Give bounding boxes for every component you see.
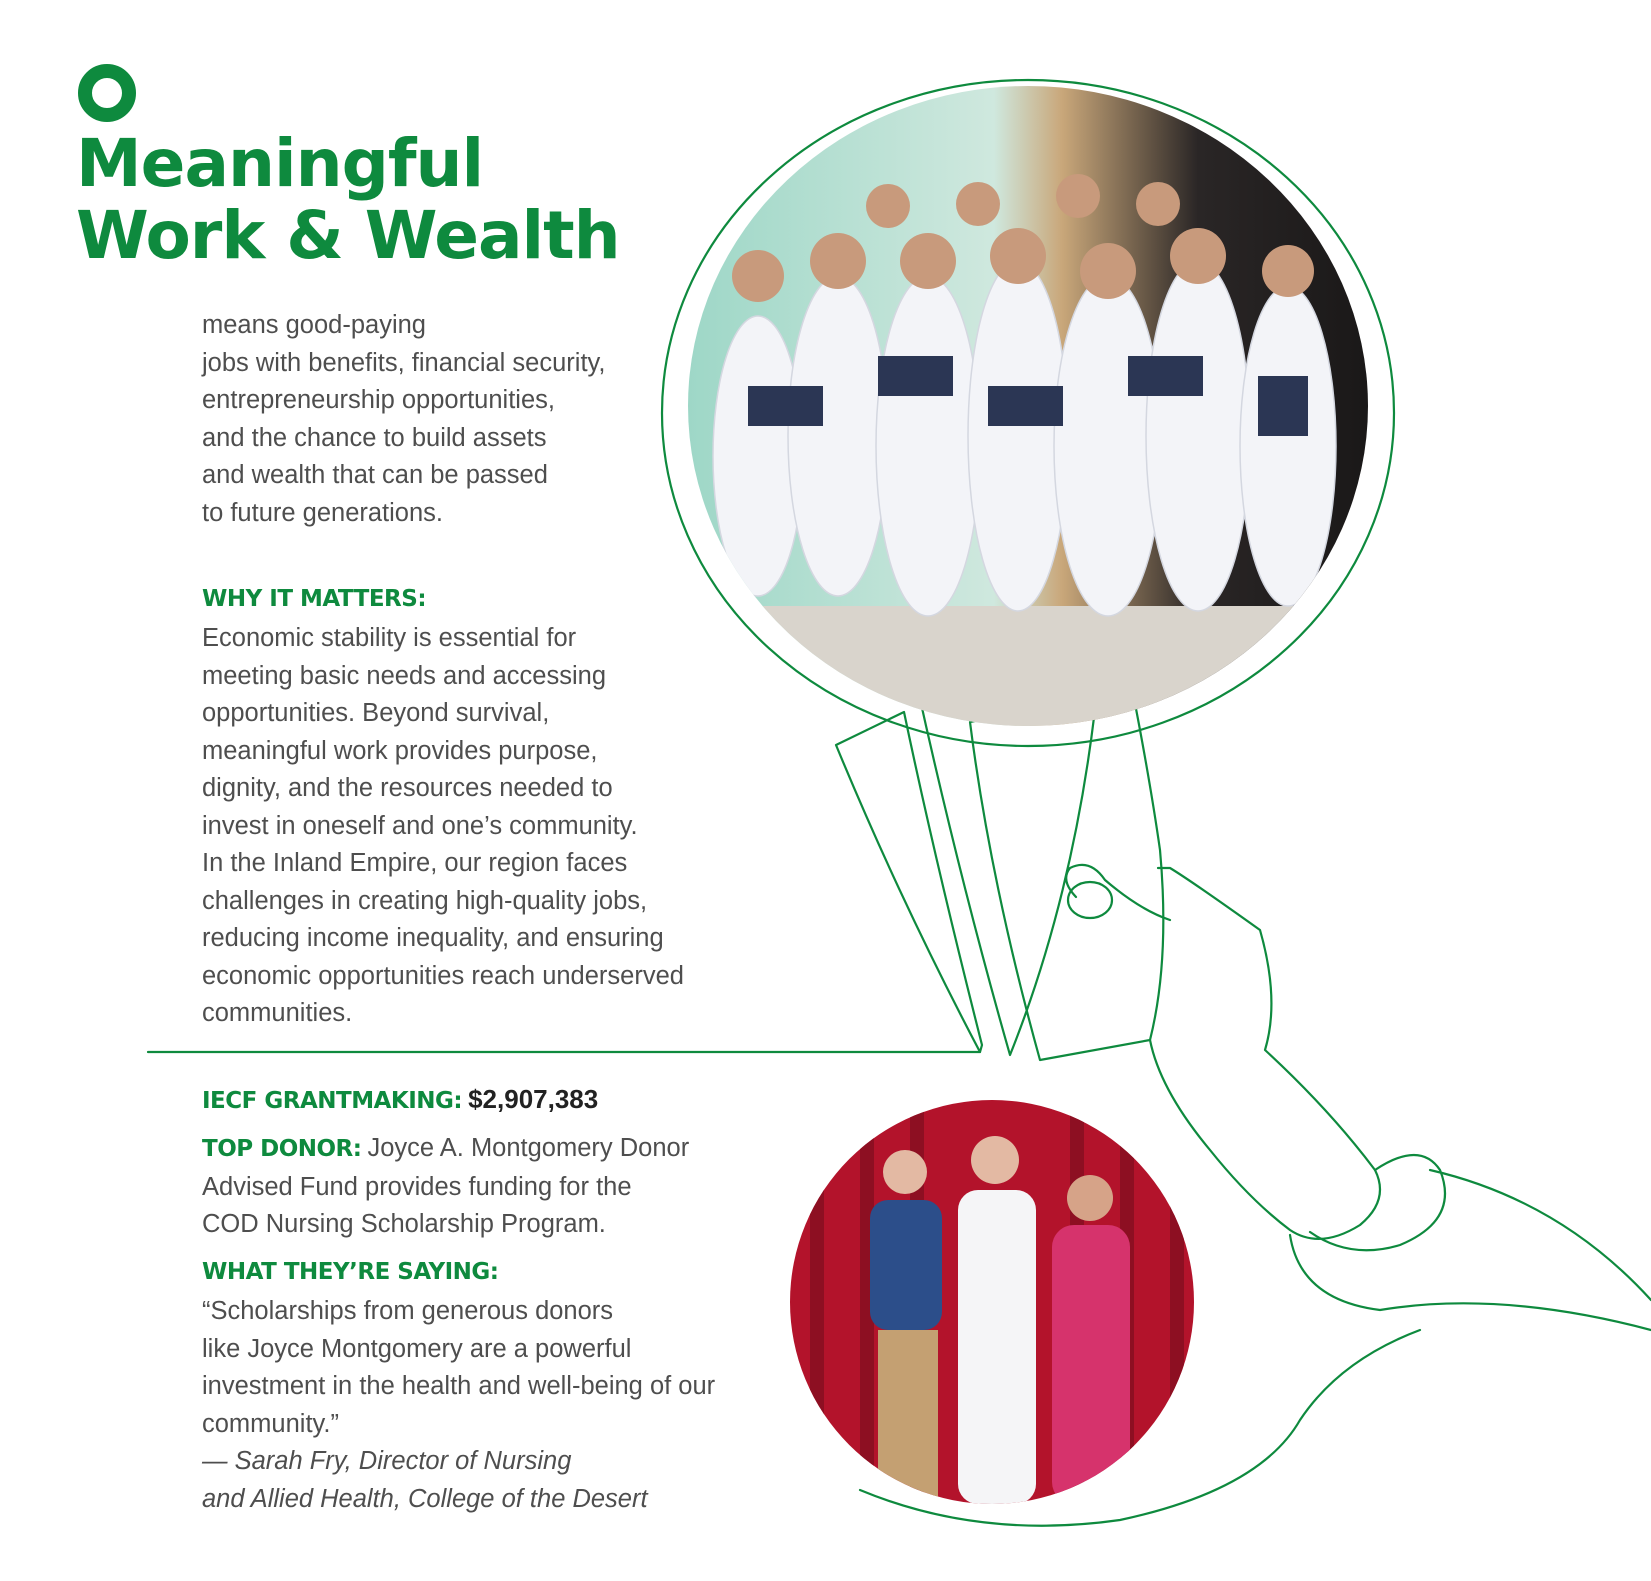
title-line-2: Work & Wealth [76, 197, 620, 274]
grantmaking-amount: $2,907,383 [468, 1084, 599, 1114]
body-line: communities. [202, 999, 353, 1027]
why-it-matters-body [202, 620, 762, 1033]
body-line: invest in oneself and one’s community. [202, 811, 638, 840]
intro-line: and wealth that can be passed [202, 461, 548, 489]
grantmaking-line [202, 1084, 598, 1115]
attribution: and Allied Health, College of the Desert [202, 1484, 648, 1513]
body-line: meeting basic needs and accessing [202, 661, 607, 690]
what-theyre-saying-heading: WHAT THEY’RE SAYING: [202, 1259, 499, 1285]
body-line: In the Inland Empire, our region faces [202, 849, 628, 877]
quote-line: “Scholarships from generous donors [202, 1297, 614, 1325]
quote-end: community.” [202, 1409, 339, 1438]
top-donor-paragraph [202, 1130, 762, 1244]
body-line: meaningful work provides purpose, [202, 736, 598, 765]
body-line: opportunities. Beyond survival, [202, 699, 550, 727]
quote-line: investment in the health and well-being of our [202, 1372, 716, 1400]
donor-line: COD Nursing Scholarship Program. [202, 1210, 606, 1238]
attribution: — Sarah Fry, Director of Nursing [202, 1447, 572, 1475]
donor-line: Joyce A. Montgomery Donor [367, 1134, 690, 1162]
intro-line: to future generations. [202, 498, 443, 527]
grantmaking-label: IECF GRANTMAKING: [202, 1088, 463, 1114]
section-bullet-icon [78, 64, 136, 122]
body-line: Economic stability is essential for [202, 624, 577, 652]
title-line-1: Meaningful [76, 125, 484, 202]
why-it-matters-heading: WHY IT MATTERS: [202, 586, 427, 612]
intro-line: jobs with benefits, financial security, [202, 348, 606, 377]
top-donor-label: TOP DONOR: [202, 1136, 362, 1162]
body-line: reducing income inequality, and ensuring [202, 924, 664, 952]
intro-paragraph [202, 307, 762, 532]
intro-line: and the chance to build assets [202, 423, 547, 452]
intro-line: entrepreneurship opportunities, [202, 386, 555, 414]
body-line: dignity, and the resources needed to [202, 774, 613, 802]
stage-ceremony-photo [790, 1100, 1194, 1504]
body-line: challenges in creating high-quality jobs, [202, 886, 648, 915]
nursing-graduates-photo [688, 86, 1368, 726]
body-line: economic opportunities reach underserved [202, 961, 684, 990]
page-title [76, 125, 620, 274]
quote-line: like Joyce Montgomery are a powerful [202, 1334, 632, 1363]
intro-line: means good-paying [202, 311, 426, 339]
quote-paragraph [202, 1293, 762, 1518]
donor-line: Advised Fund provides funding for the [202, 1172, 632, 1201]
